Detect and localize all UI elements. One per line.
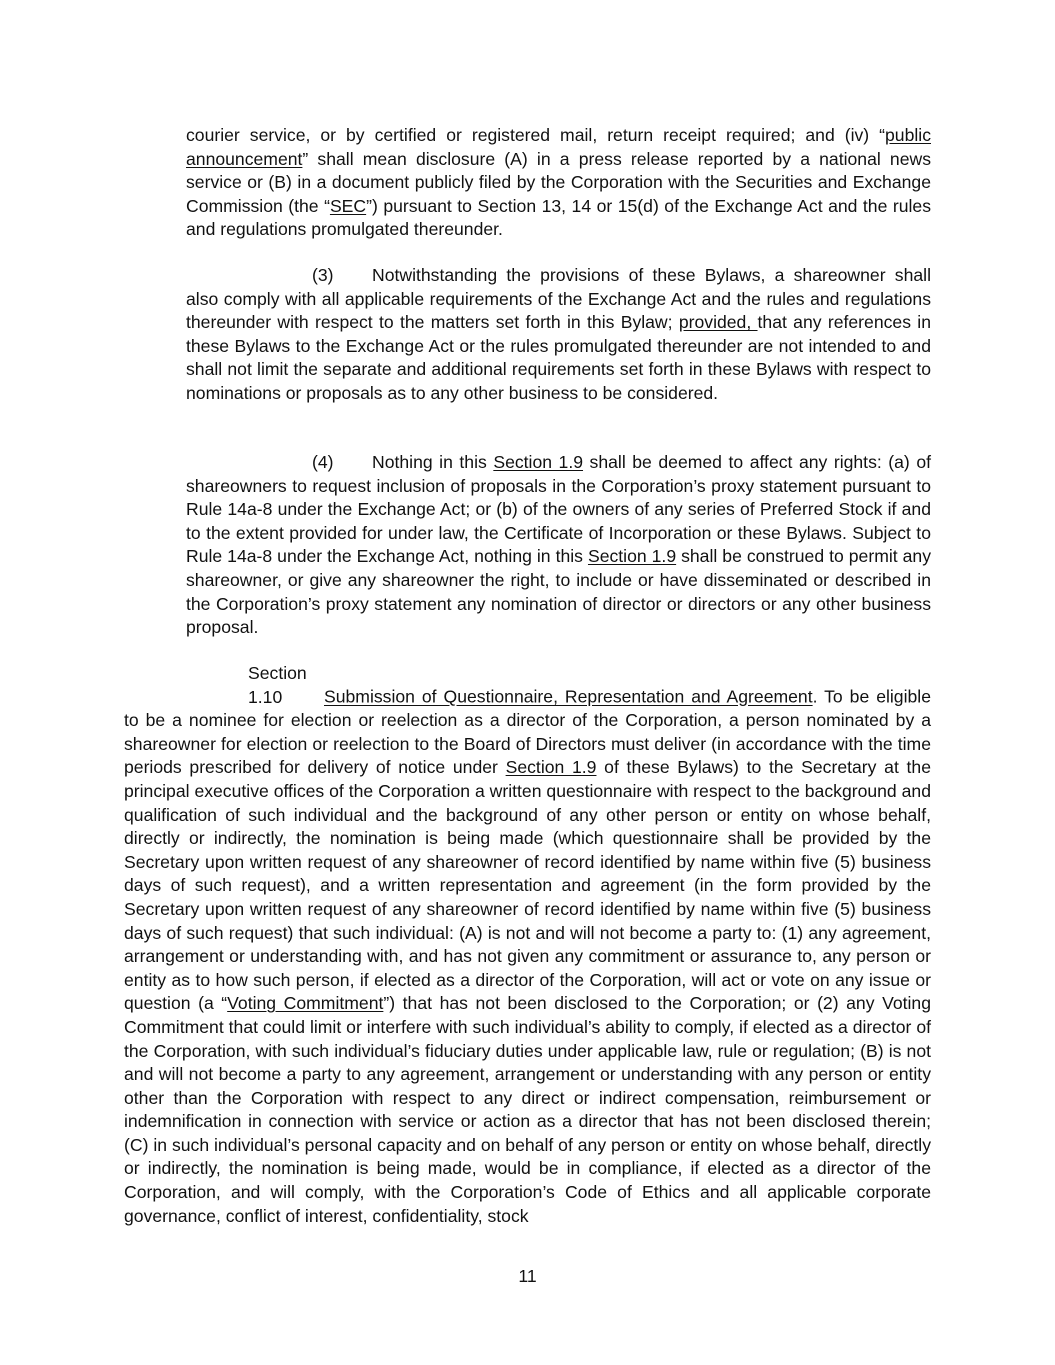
text: Notwithstanding the provisions of these Bylaws, a shareowner shall also comply with all applicable requirements of the Exchange Act and the rules and regulations thereunder with respect to the matters set forth in this Bylaw;: [186, 265, 931, 333]
text: ” shall mean disclosure (A) in a press release reported by a national news service or (B) in a document publicly filed by the Corporation with the Securities and Exchange Commission (the “: [186, 148, 931, 216]
text: of these Bylaws) to the Secretary at the principal executive offices of the Corporation a written questionnaire with respect to the background and qualification of such individual and the background of any other person or entity on whose behalf, directly or indirectly, the nomination is being made (which questionnaire shall be provided by the Secretary upon written request of any shareowner of record identified by name within five (5) business days of such request), and a written representation and agreement (in the form provided by the Secretary upon written request of any shareowner of record identified by name within five (5) business days of such request) that such individual: (A) is not and will not become a party to: (1) any agreement, arrangement or understanding with, and has not given any commitment or assurance to, any person or entity as to how such person, if elected as a director of the Corporation, will act or vote on any issue or question (a “: [124, 757, 932, 1014]
paragraph-number: (4): [312, 452, 334, 472]
paragraph-3: [186, 264, 931, 406]
section-reference: Section 1.9: [505, 757, 597, 778]
section-heading: Submission of Questionnaire, Representation and Agreement: [324, 686, 813, 707]
text: ”) pursuant to Section 13, 14 or 15(d) of the Exchange Act and the rules and regulations promulgated thereunder.: [186, 195, 931, 240]
section-reference: Section 1.9: [587, 546, 677, 567]
section-reference: Section 1.9: [493, 452, 584, 472]
text: ”) that has not been disclosed to the Corporation; or (2) any Voting Commitment that could limit or interfere with such individual’s ability to comply, if elected as a director of the Corporation, with such individual’s fiduciary duties under applicable law, rule or regulation; (B) is not and will not become a party to any agreement, arrangement or understanding with any person or entity other than the Corporation with respect to any direct or indirect compensation, reimbursement or indemnification in connection with service or action as a director that has not been disclosed therein; (C) in such individual’s personal capacity and on behalf of any person or entity on whose behalf, directly or indirectly, the nomination is being made, would be in compliance, if elected as a director of the Corporation, and will comply, with the Corporation’s Code of Ethics and all applicable corporate governance, conflict of interest, confidentiality, stock: [124, 993, 931, 1226]
defined-term-voting-commitment: Voting Commitment: [227, 993, 384, 1014]
paragraph-continued: [186, 124, 931, 242]
defined-term-public-announcement: public announcement: [186, 125, 931, 169]
text: . To be eligible to be a nominee for election or reelection as a director of the Corporation, a person nominated by a shareowner for election or reelection to the Board of Directors must deliver (in accordance with the time periods prescribed for delivery of notice under: [124, 686, 931, 778]
defined-term-sec: SEC: [329, 195, 367, 216]
underlined-provided: provided,: [678, 312, 758, 333]
paragraph-number: (3): [312, 265, 334, 285]
text: shall be construed to permit any shareowner, or give any shareowner the right, to include or have disseminated or described in the Corporation’s proxy statement any nomination of director or directors or any other business proposal.: [186, 546, 932, 638]
paragraph-4: [186, 451, 931, 640]
text: Nothing in this: [372, 452, 494, 472]
text: shall be deemed to affect any rights: (a) of shareowners to request inclusion of proposals in the Corporation’s proxy statement pursuant to Rule 14a-8 under the Exchange Act; or (b) of the owners of any series of Preferred Stock if and to the extent provided for under law, the Certificate of Incorporation or these Bylaws. Subject to Rule 14a-8 under the Exchange Act, nothing in this: [186, 452, 931, 567]
page-number: 11: [518, 1266, 537, 1286]
section-label: Section 1.10: [248, 663, 307, 707]
text: that any references in these Bylaws to the Exchange Act or the rules promulgated thereunder are not intended to and shall not limit the separate and additional requirements set forth in these Bylaws with respect to nominations or proposals as to any other business to be considered.: [186, 312, 931, 403]
text: courier service, or by certified or registered mail, return receipt required; and (iv) “: [186, 125, 886, 145]
section-1-10-paragraph: [124, 662, 931, 1228]
